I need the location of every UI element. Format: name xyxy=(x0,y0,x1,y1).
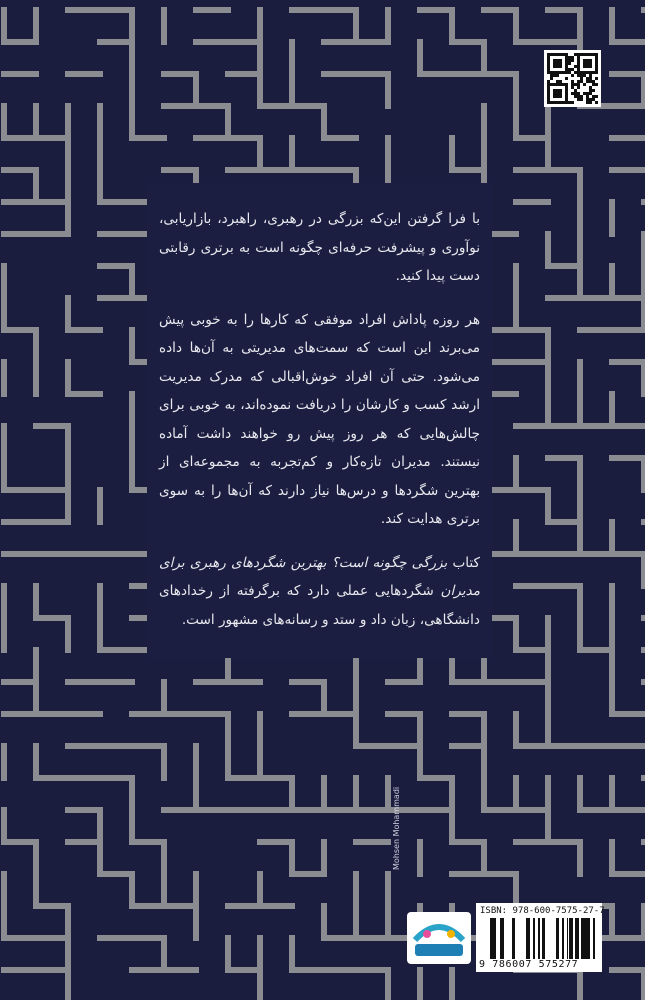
closing-paragraph xyxy=(159,549,480,635)
barcode-digits: 9 786007 575277 xyxy=(479,959,579,970)
qr-code xyxy=(544,50,601,107)
back-cover-text-panel xyxy=(147,183,492,658)
isbn-number: ISBN: 978-600-7575-27-7 xyxy=(480,906,605,916)
body-paragraph: هر روزه پاداش افراد موفقی که کارها را به خوبی پیش می‌برند این است که سمت‌های مدیریتی به آن‌ها داده می‌شود. حتی آن افراد خوش‌اقبالی که مدرک مدیریت ارشد کسب و کارشان را دریافت نموده‌اند، به خوبی برای چالش‌هایی که هر روز پیش رو خواهند داشت آماده نیستند. مدیران تازه‌کار و کم‌تجربه به مجموعه‌ای از بهترین شگردها و درس‌ها نیاز دارند که آن‌ها را به سوی برتری هدایت کند. xyxy=(159,311,480,527)
book-title-italic: بزرگی چگونه است؟ بهترین شگردهای رهبری برای مدیران xyxy=(159,554,480,599)
publisher-credit: Mohsen Mohammadi xyxy=(392,786,401,870)
publisher-logo xyxy=(407,912,471,964)
closing-rest: شگردهایی عملی دارد که برگرفته از رخدادهای دانشگاهی، زبان داد و ستد و رسانه‌های مشهور است. xyxy=(159,583,480,628)
isbn-barcode xyxy=(476,903,605,972)
intro-paragraph: با فرا گرفتن این‌که بزرگی در رهبری، راهبرد، بازاریابی، نوآوری و پیشرفت حرفه‌ای چگونه است به برتری رقابتی دست پیدا کنید. xyxy=(159,211,480,284)
closing-lead: کتاب xyxy=(447,554,481,571)
